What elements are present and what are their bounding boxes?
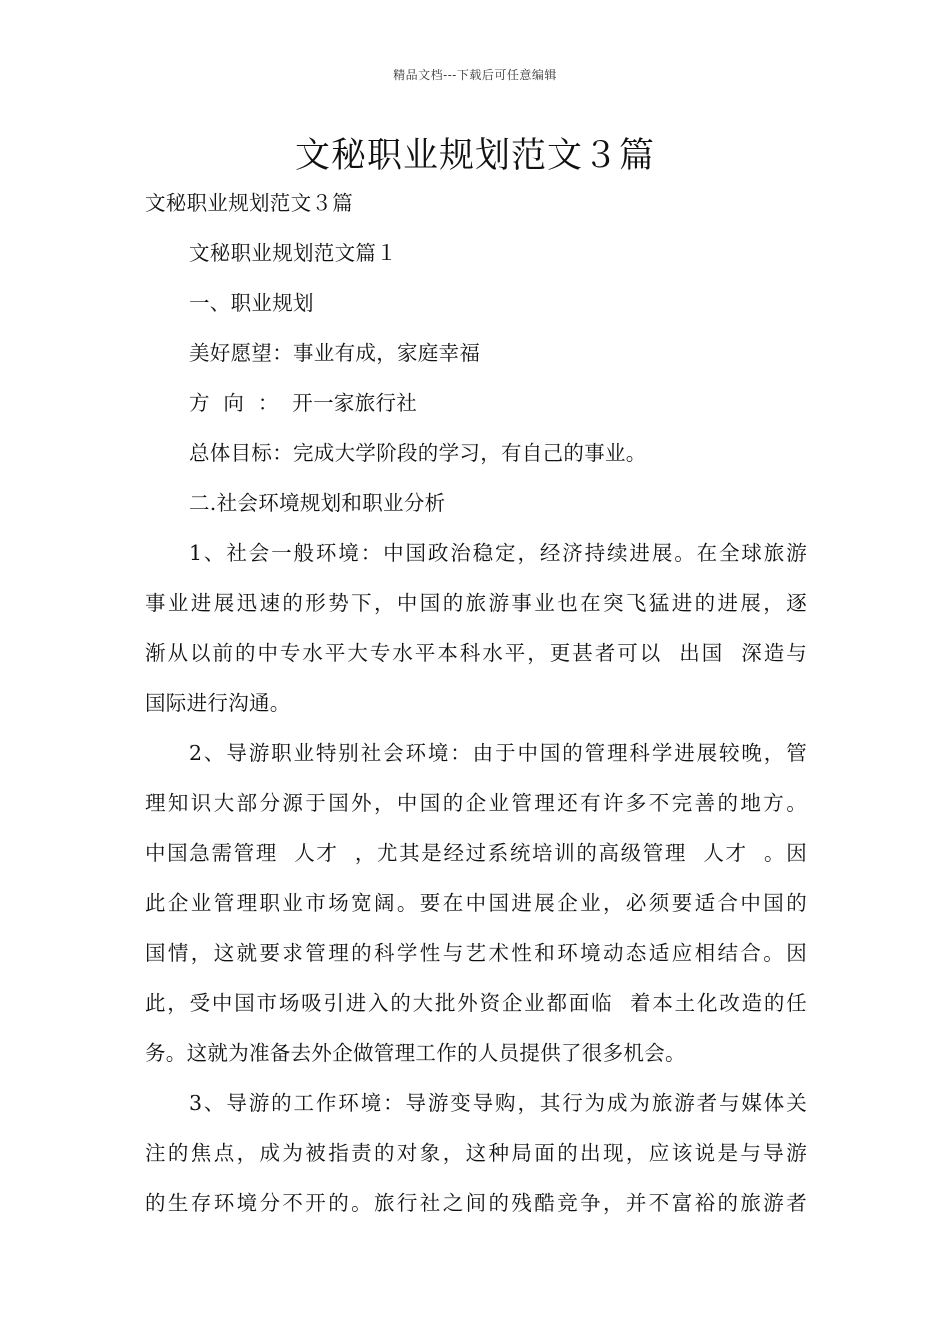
paragraph-line: 的生存环境分不开的。旅行社之间的残酷竞争，并不富裕的旅游者 [145,1191,807,1215]
paragraph-line: 1、社会一般环境：中国政治稳定，经济持续进展。在全球旅游 [189,541,807,565]
paragraph-line: 美好愿望：事业有成，家庭幸福 [189,341,481,365]
paragraph-line: 理知识大部分源于国外，中国的企业管理还有许多不完善的地方。 [145,791,807,815]
paragraph-line: 此，受中国市场吸引进入的大批外资企业都面临 着本土化改造的任 [145,991,807,1015]
paragraph-line: 总体目标：完成大学阶段的学习，有自己的事业。 [189,441,647,465]
paragraph-line: 务。这就为准备去外企做管理工作的人员提供了很多机会。 [145,1041,686,1065]
paragraph-line: 方 向 ： 开一家旅行社 [189,391,418,415]
paragraph-line: 事业进展迅速的形势下，中国的旅游事业也在突飞猛进的进展，逐 [145,591,807,615]
paragraph-line: 3、导游的工作环境：导游变导购，其行为成为旅游者与媒体关 [189,1091,807,1115]
document-body [145,178,807,1228]
paragraph-line: 中国急需管理 人才 ，尤其是经过系统培训的高级管理 人才 。因 [145,841,807,865]
subsection-heading: 一、职业规划 [189,291,314,315]
paragraph-line: 2、导游职业特别社会环境：由于中国的管理科学进展较晚，管 [189,741,807,765]
document-title: 文秘职业规划范文３篇 [294,136,655,176]
paragraph-line: 渐从以前的中专水平大专水平本科水平，更甚者可以 出国 深造与 [145,641,807,665]
paragraph-line: 此企业管理职业市场宽阔。要在中国进展企业，必须要适合中国的 [145,891,807,915]
paragraph-line: 注的焦点，成为被指责的对象，这种局面的出现，应该说是与导游 [145,1141,807,1165]
section-heading: 文秘职业规划范文篇１ [189,241,397,265]
paragraph-line: 国际进行沟通。 [145,691,291,715]
header-note: 精品文档---下载后可任意编辑 [393,68,557,82]
subsection-heading: 二.社会环境规划和职业分析 [189,491,446,515]
body-subtitle: 文秘职业规划范文３篇 [145,191,353,215]
paragraph-line: 国情，这就要求管理的科学性与艺术性和环境动态适应相结合。因 [145,941,807,965]
